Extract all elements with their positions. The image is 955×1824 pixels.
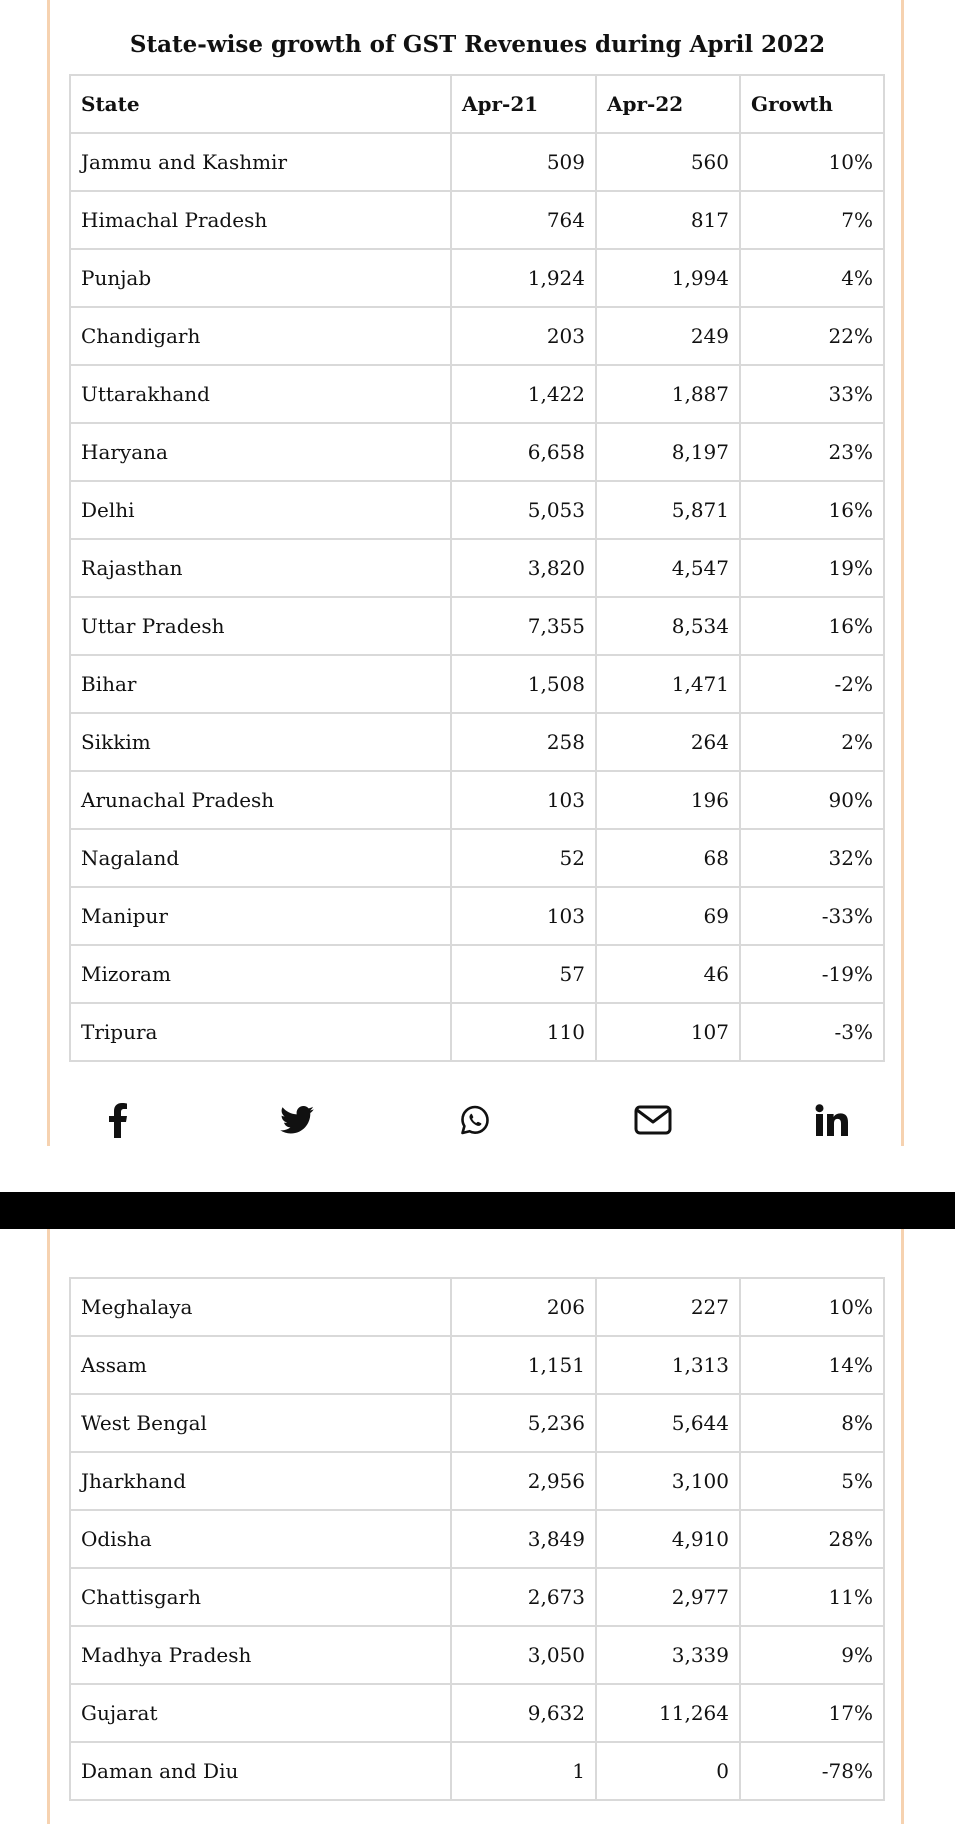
cell-apr-22: 0 bbox=[596, 1742, 740, 1800]
cell-apr-21: 509 bbox=[451, 133, 596, 191]
cell-apr-22: 1,313 bbox=[596, 1336, 740, 1394]
cell-state: Tripura bbox=[70, 1003, 451, 1061]
cell-growth: 33% bbox=[740, 365, 884, 423]
linkedin-icon bbox=[815, 1104, 849, 1136]
cell-state: Gujarat bbox=[70, 1684, 451, 1742]
cell-apr-21: 206 bbox=[451, 1278, 596, 1336]
cell-apr-22: 68 bbox=[596, 829, 740, 887]
cell-growth: 16% bbox=[740, 481, 884, 539]
cell-growth: 7% bbox=[740, 191, 884, 249]
cell-apr-22: 46 bbox=[596, 945, 740, 1003]
table-row bbox=[70, 249, 884, 307]
cell-apr-22: 5,644 bbox=[596, 1394, 740, 1452]
table-row bbox=[70, 655, 884, 713]
table-row bbox=[70, 423, 884, 481]
cell-apr-22: 1,994 bbox=[596, 249, 740, 307]
cell-apr-21: 1,151 bbox=[451, 1336, 596, 1394]
cell-apr-22: 3,339 bbox=[596, 1626, 740, 1684]
share-bar bbox=[69, 1098, 883, 1142]
table-row bbox=[70, 481, 884, 539]
cell-apr-22: 560 bbox=[596, 133, 740, 191]
share-email-button[interactable] bbox=[623, 1098, 683, 1142]
cell-apr-21: 3,849 bbox=[451, 1510, 596, 1568]
cell-growth: 28% bbox=[740, 1510, 884, 1568]
cell-growth: 17% bbox=[740, 1684, 884, 1742]
cell-state: Meghalaya bbox=[70, 1278, 451, 1336]
header-apr-21: Apr-21 bbox=[451, 75, 596, 133]
table-row bbox=[70, 1742, 884, 1800]
cell-state: Punjab bbox=[70, 249, 451, 307]
header-growth: Growth bbox=[740, 75, 884, 133]
cell-apr-22: 107 bbox=[596, 1003, 740, 1061]
left-border-rule bbox=[47, 0, 50, 1146]
cell-growth: 10% bbox=[740, 133, 884, 191]
table-title: State-wise growth of GST Revenues during April 2022 bbox=[129, 31, 826, 58]
table-row bbox=[70, 191, 884, 249]
cell-growth: 22% bbox=[740, 307, 884, 365]
cell-apr-21: 6,658 bbox=[451, 423, 596, 481]
cell-state: Uttar Pradesh bbox=[70, 597, 451, 655]
cell-apr-22: 1,471 bbox=[596, 655, 740, 713]
cell-growth: 19% bbox=[740, 539, 884, 597]
cell-state: Chandigarh bbox=[70, 307, 451, 365]
table-row bbox=[70, 597, 884, 655]
cell-apr-22: 4,910 bbox=[596, 1510, 740, 1568]
table-row bbox=[70, 133, 884, 191]
cell-apr-22: 227 bbox=[596, 1278, 740, 1336]
email-icon bbox=[634, 1105, 672, 1135]
cell-growth: 11% bbox=[740, 1568, 884, 1626]
cell-state: Uttarakhand bbox=[70, 365, 451, 423]
cell-growth: 14% bbox=[740, 1336, 884, 1394]
table-row bbox=[70, 1336, 884, 1394]
whatsapp-icon bbox=[459, 1104, 491, 1136]
cell-apr-21: 5,053 bbox=[451, 481, 596, 539]
cell-apr-21: 3,820 bbox=[451, 539, 596, 597]
cell-apr-21: 1,508 bbox=[451, 655, 596, 713]
table-row bbox=[70, 1568, 884, 1626]
cell-apr-22: 817 bbox=[596, 191, 740, 249]
cell-state: Manipur bbox=[70, 887, 451, 945]
cell-state: Bihar bbox=[70, 655, 451, 713]
left-border-rule bbox=[47, 1229, 50, 1824]
cell-apr-21: 52 bbox=[451, 829, 596, 887]
cell-apr-21: 764 bbox=[451, 191, 596, 249]
cell-state: Mizoram bbox=[70, 945, 451, 1003]
twitter-icon bbox=[280, 1106, 314, 1134]
cell-apr-21: 2,673 bbox=[451, 1568, 596, 1626]
cell-growth: -33% bbox=[740, 887, 884, 945]
cell-apr-22: 5,871 bbox=[596, 481, 740, 539]
cell-apr-22: 69 bbox=[596, 887, 740, 945]
cell-apr-22: 1,887 bbox=[596, 365, 740, 423]
cell-state: Daman and Diu bbox=[70, 1742, 451, 1800]
cell-state: Chattisgarh bbox=[70, 1568, 451, 1626]
article-panel-bottom bbox=[0, 1229, 955, 1824]
table-row bbox=[70, 887, 884, 945]
cell-apr-22: 4,547 bbox=[596, 539, 740, 597]
table-row bbox=[70, 1626, 884, 1684]
share-whatsapp-button[interactable] bbox=[445, 1098, 505, 1142]
cell-apr-21: 2,956 bbox=[451, 1452, 596, 1510]
table-row bbox=[70, 771, 884, 829]
cell-apr-21: 7,355 bbox=[451, 597, 596, 655]
header-state: State bbox=[70, 75, 451, 133]
cell-growth: -2% bbox=[740, 655, 884, 713]
cell-growth: -3% bbox=[740, 1003, 884, 1061]
gst-table-top bbox=[69, 74, 885, 1062]
cell-apr-22: 11,264 bbox=[596, 1684, 740, 1742]
cell-growth: 8% bbox=[740, 1394, 884, 1452]
gst-table-bottom bbox=[69, 1277, 885, 1801]
table-row bbox=[70, 1510, 884, 1568]
table-row bbox=[70, 945, 884, 1003]
table-row bbox=[70, 1003, 884, 1061]
table-row bbox=[70, 713, 884, 771]
cell-state: Assam bbox=[70, 1336, 451, 1394]
header-apr-22: Apr-22 bbox=[596, 75, 740, 133]
cell-state: Delhi bbox=[70, 481, 451, 539]
cell-growth: 4% bbox=[740, 249, 884, 307]
cell-apr-21: 3,050 bbox=[451, 1626, 596, 1684]
cell-state: Jammu and Kashmir bbox=[70, 133, 451, 191]
cell-growth: 32% bbox=[740, 829, 884, 887]
cell-growth: -78% bbox=[740, 1742, 884, 1800]
right-border-rule bbox=[901, 0, 904, 1146]
cell-state: West Bengal bbox=[70, 1394, 451, 1452]
cell-state: Haryana bbox=[70, 423, 451, 481]
cell-apr-21: 203 bbox=[451, 307, 596, 365]
cell-apr-21: 103 bbox=[451, 771, 596, 829]
right-border-rule bbox=[901, 1229, 904, 1824]
share-facebook-button[interactable] bbox=[88, 1098, 148, 1142]
cell-apr-21: 103 bbox=[451, 887, 596, 945]
cell-growth: 90% bbox=[740, 771, 884, 829]
cell-apr-22: 3,100 bbox=[596, 1452, 740, 1510]
cell-growth: -19% bbox=[740, 945, 884, 1003]
table-row bbox=[70, 829, 884, 887]
table-row bbox=[70, 1278, 884, 1336]
cell-apr-22: 196 bbox=[596, 771, 740, 829]
table-row bbox=[70, 307, 884, 365]
cell-growth: 23% bbox=[740, 423, 884, 481]
cell-apr-22: 2,977 bbox=[596, 1568, 740, 1626]
share-twitter-button[interactable] bbox=[267, 1098, 327, 1142]
cell-apr-21: 258 bbox=[451, 713, 596, 771]
cell-growth: 16% bbox=[740, 597, 884, 655]
cell-state: Arunachal Pradesh bbox=[70, 771, 451, 829]
cell-growth: 9% bbox=[740, 1626, 884, 1684]
cell-apr-22: 249 bbox=[596, 307, 740, 365]
cell-apr-21: 5,236 bbox=[451, 1394, 596, 1452]
cell-growth: 5% bbox=[740, 1452, 884, 1510]
table-row bbox=[70, 1684, 884, 1742]
cell-apr-21: 9,632 bbox=[451, 1684, 596, 1742]
table-row bbox=[70, 1452, 884, 1510]
share-linkedin-button[interactable] bbox=[802, 1098, 862, 1142]
cell-apr-21: 1,924 bbox=[451, 249, 596, 307]
cell-state: Jharkhand bbox=[70, 1452, 451, 1510]
cell-apr-22: 264 bbox=[596, 713, 740, 771]
cell-growth: 2% bbox=[740, 713, 884, 771]
table-header-row bbox=[70, 75, 884, 133]
cell-apr-22: 8,534 bbox=[596, 597, 740, 655]
cell-state: Himachal Pradesh bbox=[70, 191, 451, 249]
cell-apr-21: 57 bbox=[451, 945, 596, 1003]
cell-state: Nagaland bbox=[70, 829, 451, 887]
cell-state: Odisha bbox=[70, 1510, 451, 1568]
cell-apr-21: 110 bbox=[451, 1003, 596, 1061]
table-row bbox=[70, 539, 884, 597]
table-row bbox=[70, 365, 884, 423]
facebook-icon bbox=[107, 1102, 129, 1138]
cell-apr-22: 8,197 bbox=[596, 423, 740, 481]
table-row bbox=[70, 1394, 884, 1452]
cell-apr-21: 1,422 bbox=[451, 365, 596, 423]
cell-state: Rajasthan bbox=[70, 539, 451, 597]
section-divider-bar bbox=[0, 1192, 955, 1229]
cell-state: Sikkim bbox=[70, 713, 451, 771]
cell-state: Madhya Pradesh bbox=[70, 1626, 451, 1684]
cell-growth: 10% bbox=[740, 1278, 884, 1336]
cell-apr-21: 1 bbox=[451, 1742, 596, 1800]
